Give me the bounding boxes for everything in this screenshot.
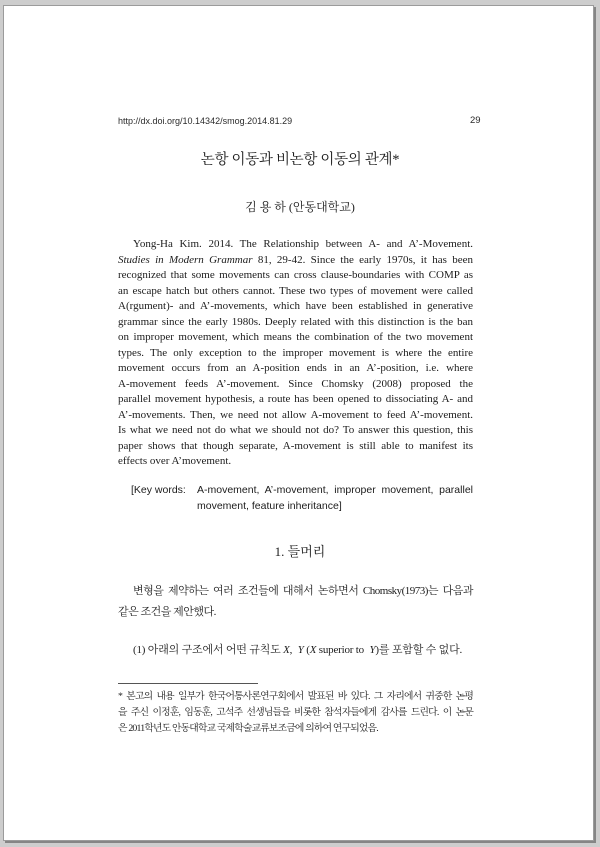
variable-x: X [283,644,290,656]
section-heading: 1. 들머리 [274,544,326,559]
example-number: (1) [133,644,146,656]
abstract-line: A(rgument)- and A’-movements, which have been established in generative [118,300,473,312]
footnote-line: * 본고의 내용 일부가 한국어통사론연구회에서 발표된 바 있다. 그 자리에서 귀중한 논평 [118,691,473,702]
abstract-line: parallel movement hypothesis, a route has been opened to dissociating A- and [118,393,473,405]
keywords-list [197,482,473,514]
abstract-line: an escape hatch but others cannot. These two types of movement were called [118,284,473,297]
example-text: )를 포함할 수 없다. [375,644,463,656]
variable-y: Y [297,644,304,656]
footnote-line: 을 주신 이정훈, 임동훈, 고석주 선생님들을 비롯한 참석자들에게 감사를 드린다. 이 논문 [118,707,473,718]
paper-title: 논항 이동과 비논항 이동의 관계* [200,152,400,168]
keywords-label: [Key words: [131,484,186,496]
abstract-line: effects over A’movement. [118,455,232,467]
body-paragraph [118,581,473,623]
example-text: ( [303,644,310,656]
abstract-line: recognized that some movements can cross clause-boundaries with COMP as [118,269,473,281]
footnote [118,689,473,737]
abstract-line: types. The only exception to the improper movement is where the entire [118,346,473,359]
example-text: , [289,644,295,656]
abstract [118,237,473,470]
abstract-line [118,253,473,269]
abstract-line-text: 81, 29-42. Since the early 1970s, it has been [257,253,473,266]
abstract-line: grammar since the early 1980s. Deeply related with this distinction is the ban [118,315,473,328]
example-text: 아래의 구조에서 어떤 규칙도 [147,644,284,656]
doi-link[interactable]: http://dx.doi.org/10.14342/smog.2014.81.29 [118,116,293,126]
abstract-line: A’-movements. Then, we need not allow A-movement to feed A’-movement. [118,408,473,421]
variable-x: X [309,644,317,656]
paragraph-line: 변형을 제약하는 여러 조건들에 대해서 논하면서 Chomsky(1973)는 다음과 [133,585,473,597]
abstract-line: Yong-Ha Kim. 2014. The Relationship between A- and A’-Movement. [133,238,473,250]
abstract-line: on improper movement, which means the combination of the two movement [118,331,473,343]
example-sentence [133,642,462,658]
abstract-line: movement occurs from an A-position ends in an A’-position, i.e. where [118,362,473,374]
footnote-divider [118,683,258,684]
author-affiliation: 김 용 하 (안동대학교) [245,200,355,214]
journal-name: Studies in Modern Grammar [118,253,253,266]
footnote-line: 은 2011학년도 안동대학교 국제학술교류보조금에 의하여 연구되었음. [118,723,378,734]
variable-y: Y [369,644,376,656]
example-text: superior to [316,644,367,656]
keywords-line: A-movement, A’-movement, improper movement, parallel [197,484,473,496]
abstract-line: Is what we need not do what we should not do? To answer this question, this [118,424,473,436]
paragraph-line: 같은 조건을 제안했다. [118,606,216,618]
abstract-line: A-movement feeds A’-movement. Since Chomsky (2008) proposed the [118,377,473,390]
keywords-line: movement, feature inheritance] [197,500,342,512]
page-number: 29 [470,115,481,126]
abstract-line: paper shows that though separate, A-movement is still able to manifest its [118,439,473,452]
